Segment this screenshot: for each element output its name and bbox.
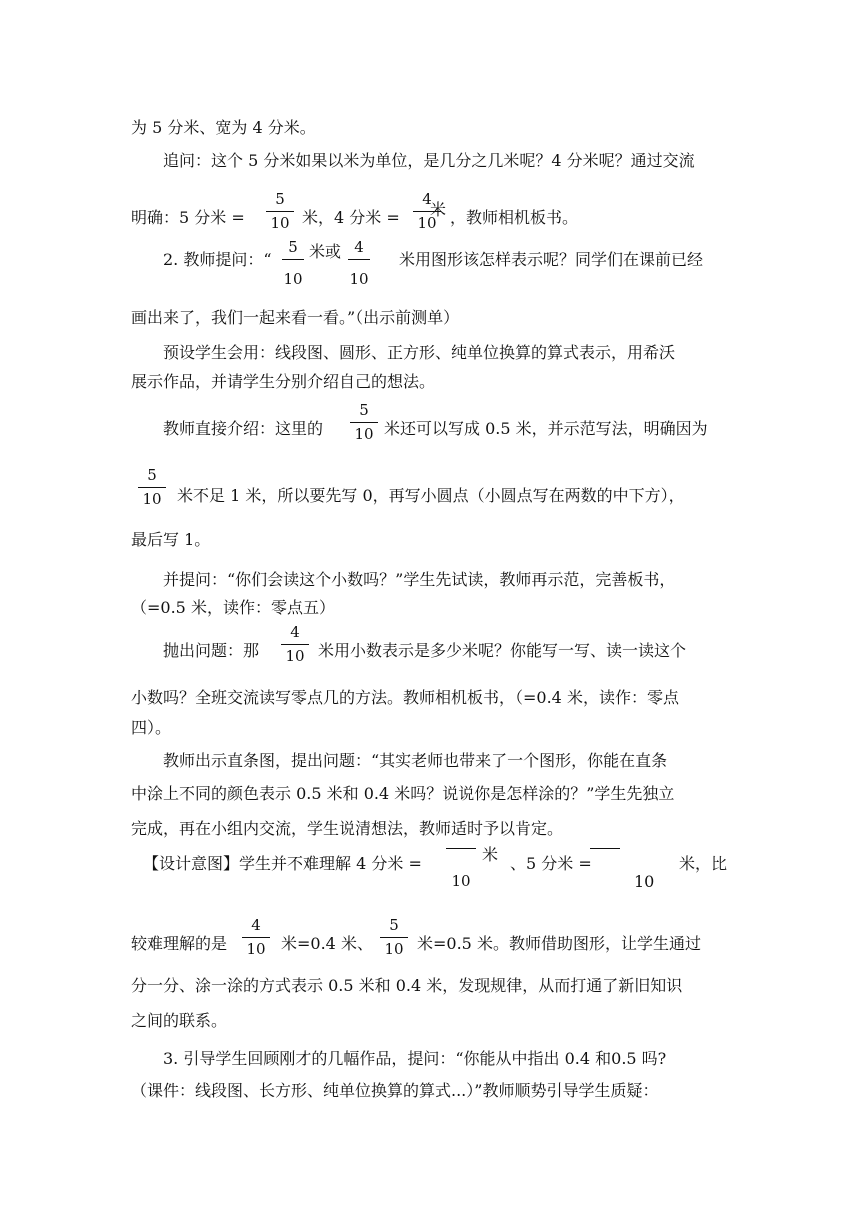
fraction-denominator: 10 — [634, 872, 655, 891]
text-line: 教师直接介绍：这里的 — [163, 419, 324, 438]
text-line: 完成，再在小组内交流，学生说清想法，教师适时予以肯定。 — [131, 819, 564, 838]
fraction-denominator: 10 — [142, 490, 162, 508]
text-line: 中涂上不同的颜色表示 0.5 米和 0.4 米吗？说说你是怎样涂的？”学生先独立 — [131, 784, 675, 803]
text-line: 之间的联系。 — [131, 1011, 228, 1030]
text-line: 、5 分米 = — [510, 854, 592, 873]
unit-label: 米 — [430, 200, 447, 219]
text-line: 米用图形该怎样表示呢？同学们在课前已经 — [399, 250, 704, 269]
fraction-bar — [266, 211, 294, 212]
fraction-denominator: 10 — [451, 872, 471, 890]
fraction-denominator: 10 — [384, 940, 404, 958]
text-line: 教师出示直条图，提出问题：“其实老师也带来了一个图形，你能在直条 — [163, 751, 668, 770]
text-line: 较难理解的是 — [131, 934, 228, 953]
fraction-bar — [348, 259, 370, 260]
text-line: 小数吗？全班交流读写零点几的方法。教师相机板书，（=0.4 米，读作：零点 — [131, 688, 679, 707]
text-line: （=0.5 米，读作：零点五） — [131, 598, 335, 617]
text-line: 抛出问题：那 — [163, 641, 260, 660]
fraction-numerator: 4 — [422, 190, 432, 208]
fraction-numerator: 4 — [251, 916, 261, 934]
fraction-numerator: 5 — [389, 916, 399, 934]
text-line: ，教师相机板书。 — [450, 208, 579, 227]
text-line: 米，比 — [679, 854, 728, 873]
fraction-bar — [446, 848, 476, 849]
text-line: 米=0.4 米、 — [281, 934, 373, 953]
text-line: 明确：5 分米 = — [131, 208, 245, 227]
fraction-denominator: 10 — [246, 940, 266, 958]
text-line: 分一分、涂一涂的方式表示 0.5 米和 0.4 米，发现规律，从而打通了新旧知识 — [131, 976, 683, 995]
text-line: 【设计意图】学生并不难理解 4 分米 = — [143, 854, 422, 873]
fraction-denominator: 10 — [283, 270, 303, 288]
fraction-bar — [590, 848, 620, 849]
text-line: 为 5 分米、宽为 4 分米。 — [131, 118, 316, 137]
text-line: 并提问：“你们会读这个小数吗？”学生先试读，教师再示范，完善板书， — [163, 570, 676, 589]
fraction-bar — [281, 644, 309, 645]
text-line: 3. 引导学生回顾刚才的几幅作品，提问：“你能从中指出 0.4 和0.5 吗? — [163, 1049, 667, 1068]
fraction-bar — [380, 937, 408, 938]
fraction-numerator: 5 — [288, 238, 298, 256]
text-line: （课件：线段图、长方形、纯单位换算的算式...）”教师顺势引导学生质疑： — [131, 1081, 659, 1100]
text-line: 画出来了，我们一起来看一看。”（出示前测单） — [131, 308, 460, 327]
fraction-denominator: 10 — [270, 214, 290, 232]
fraction-bar — [282, 259, 304, 260]
fraction-denominator: 10 — [285, 647, 305, 665]
text-line: 米或 — [309, 242, 342, 261]
fraction-bar — [138, 487, 166, 488]
fraction-denominator: 10 — [354, 425, 374, 443]
fraction-denominator: 10 — [349, 270, 369, 288]
fraction-numerator: 5 — [147, 466, 157, 484]
text-line: 2. 教师提问：“ — [163, 250, 272, 269]
fraction-numerator: 4 — [354, 238, 364, 256]
fraction-bar — [350, 422, 378, 423]
fraction-numerator: 4 — [290, 623, 300, 641]
unit-label: 米 — [482, 845, 499, 864]
fraction-bar — [242, 937, 270, 938]
text-line: 米=0.5 米。教师借助图形，让学生通过 — [417, 934, 701, 953]
fraction-numerator: 5 — [359, 401, 369, 419]
fraction-denominator: 10 — [417, 214, 437, 232]
text-line: 追问：这个 5 分米如果以米为单位，是几分之几米呢？4 分米呢？通过交流 — [163, 151, 695, 170]
text-line: 米，4 分米 = — [302, 208, 400, 227]
fraction-numerator: 5 — [275, 190, 285, 208]
text-line: 最后写 1。 — [131, 530, 211, 549]
text-line: 展示作品，并请学生分别介绍自己的想法。 — [131, 372, 436, 391]
text-line: 米还可以写成 0.5 米，并示范写法，明确因为 — [384, 419, 708, 438]
text-line: 米用小数表示是多少米呢？你能写一写、读一读这个 — [318, 641, 687, 660]
text-line: 米不足 1 米，所以要先写 0，再写小圆点（小圆点写在两数的中下方）， — [177, 486, 685, 505]
text-line: 预设学生会用：线段图、圆形、正方形、纯单位换算的算式表示，用希沃 — [163, 343, 676, 362]
text-line: 四）。 — [131, 718, 172, 737]
